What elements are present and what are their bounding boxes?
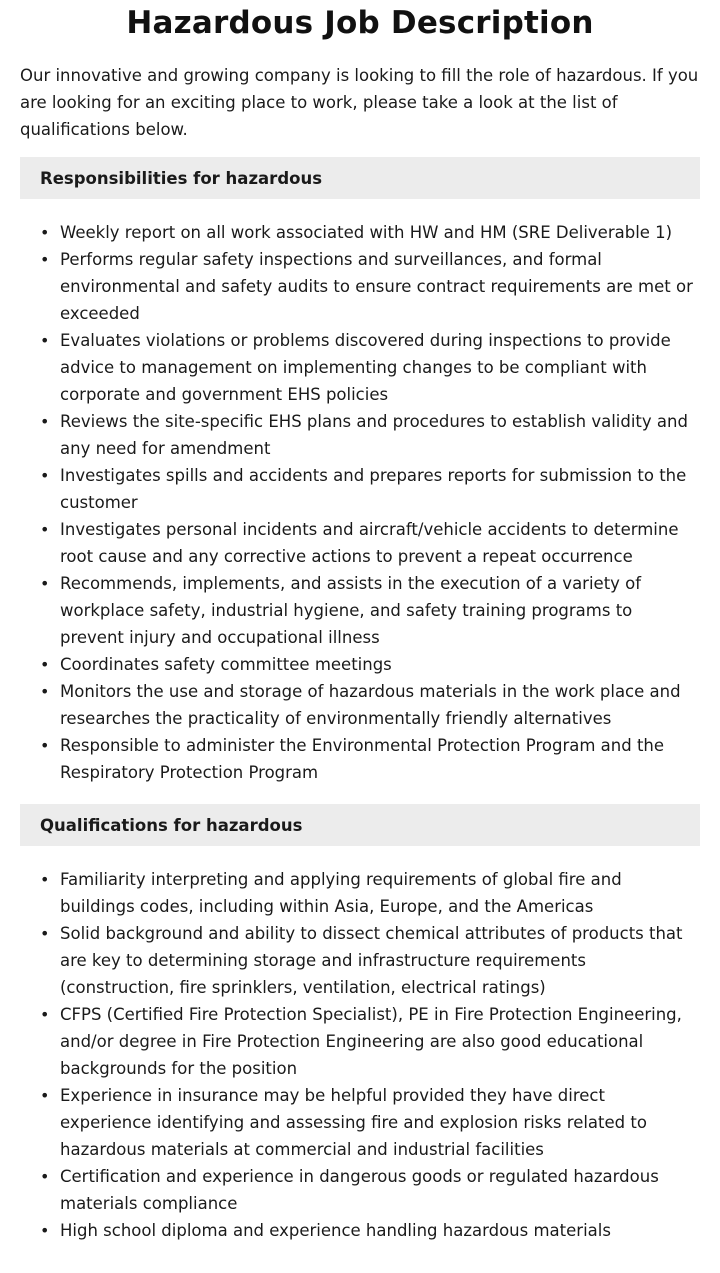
bullet-icon: • [40,1167,50,1186]
list-item [40,866,700,920]
qualifications-list [20,866,700,1244]
bullet-icon: • [40,574,50,593]
list-item-text: Reviews the site-specific EHS plans and procedures to establish validity and any need for amendment [60,412,688,458]
list-item-text: Certification and experience in dangerous goods or regulated hazardous materials compliance [60,1167,659,1213]
list-item [40,219,700,246]
responsibilities-heading-label: Responsibilities for hazardous [40,168,323,188]
qualifications-heading-label: Qualifications for hazardous [40,815,303,835]
list-item [40,327,700,408]
bullet-icon: • [40,924,50,943]
list-item [40,462,700,516]
list-item-text: Investigates personal incidents and aircraft/vehicle accidents to determine root cause and any corrective actions to prevent a repeat occurrence [60,520,679,566]
list-item-text: Familiarity interpreting and applying requirements of global fire and buildings codes, including within Asia, Europe, and the Americas [60,870,622,916]
bullet-icon: • [40,1086,50,1105]
list-item-text: Recommends, implements, and assists in the execution of a variety of workplace safety, industrial hygiene, and safety training programs to prevent injury and occupational illness [60,574,642,647]
list-item [40,1163,700,1217]
list-item-text: Monitors the use and storage of hazardous materials in the work place and researches the practicality of environmentally friendly alternatives [60,682,681,728]
bullet-icon: • [40,520,50,539]
list-item [40,678,700,732]
list-item-text: Evaluates violations or problems discovered during inspections to provide advice to management on implementing changes to be compliant with corporate and government EHS policies [60,331,671,404]
bullet-icon: • [40,1221,50,1240]
list-item [40,246,700,327]
bullet-icon: • [40,412,50,431]
qualifications-heading [20,804,700,846]
bullet-icon: • [40,466,50,485]
list-item [40,1217,700,1244]
list-item [40,570,700,651]
list-item [40,732,700,786]
list-item [40,516,700,570]
bullet-icon: • [40,223,50,242]
list-item-text: Coordinates safety committee meetings [60,655,392,674]
list-item [40,1082,700,1163]
bullet-icon: • [40,250,50,269]
bullet-icon: • [40,331,50,350]
list-item-text: Solid background and ability to dissect chemical attributes of products that are key to determining storage and infrastructure requirements (construction, fire sprinklers, ventilation, electrical ratings) [60,924,683,997]
list-item-text: Weekly report on all work associated with HW and HM (SRE Deliverable 1) [60,223,673,242]
list-item-text: CFPS (Certified Fire Protection Specialist), PE in Fire Protection Engineering, and/or degree in Fire Protection Engineering are also good educational backgrounds for the position [60,1005,682,1078]
list-item-text: Investigates spills and accidents and prepares reports for submission to the customer [60,466,687,512]
intro-paragraph: Our innovative and growing company is looking to fill the role of hazardous. If you are looking for an exciting place to work, please take a look at the list of qualifications below. [20,66,699,139]
list-item [40,408,700,462]
bullet-icon: • [40,1005,50,1024]
list-item-text: High school diploma and experience handling hazardous materials [60,1221,611,1240]
list-item [40,651,700,678]
list-item [40,920,700,1001]
responsibilities-list [20,219,700,786]
responsibilities-heading [20,157,700,199]
list-item [40,1001,700,1082]
list-item-text: Responsible to administer the Environmental Protection Program and the Respiratory Protection Program [60,736,665,782]
bullet-icon: • [40,736,50,755]
page-title: Hazardous Job Description [126,5,594,41]
bullet-icon: • [40,682,50,701]
bullet-icon: • [40,870,50,889]
list-item-text: Experience in insurance may be helpful provided they have direct experience identifying and assessing fire and explosion risks related to hazardous materials at commercial and industrial facilities [60,1086,647,1159]
bullet-icon: • [40,655,50,674]
list-item-text: Performs regular safety inspections and surveillances, and formal environmental and safety audits to ensure contract requirements are met or exceeded [60,250,693,323]
